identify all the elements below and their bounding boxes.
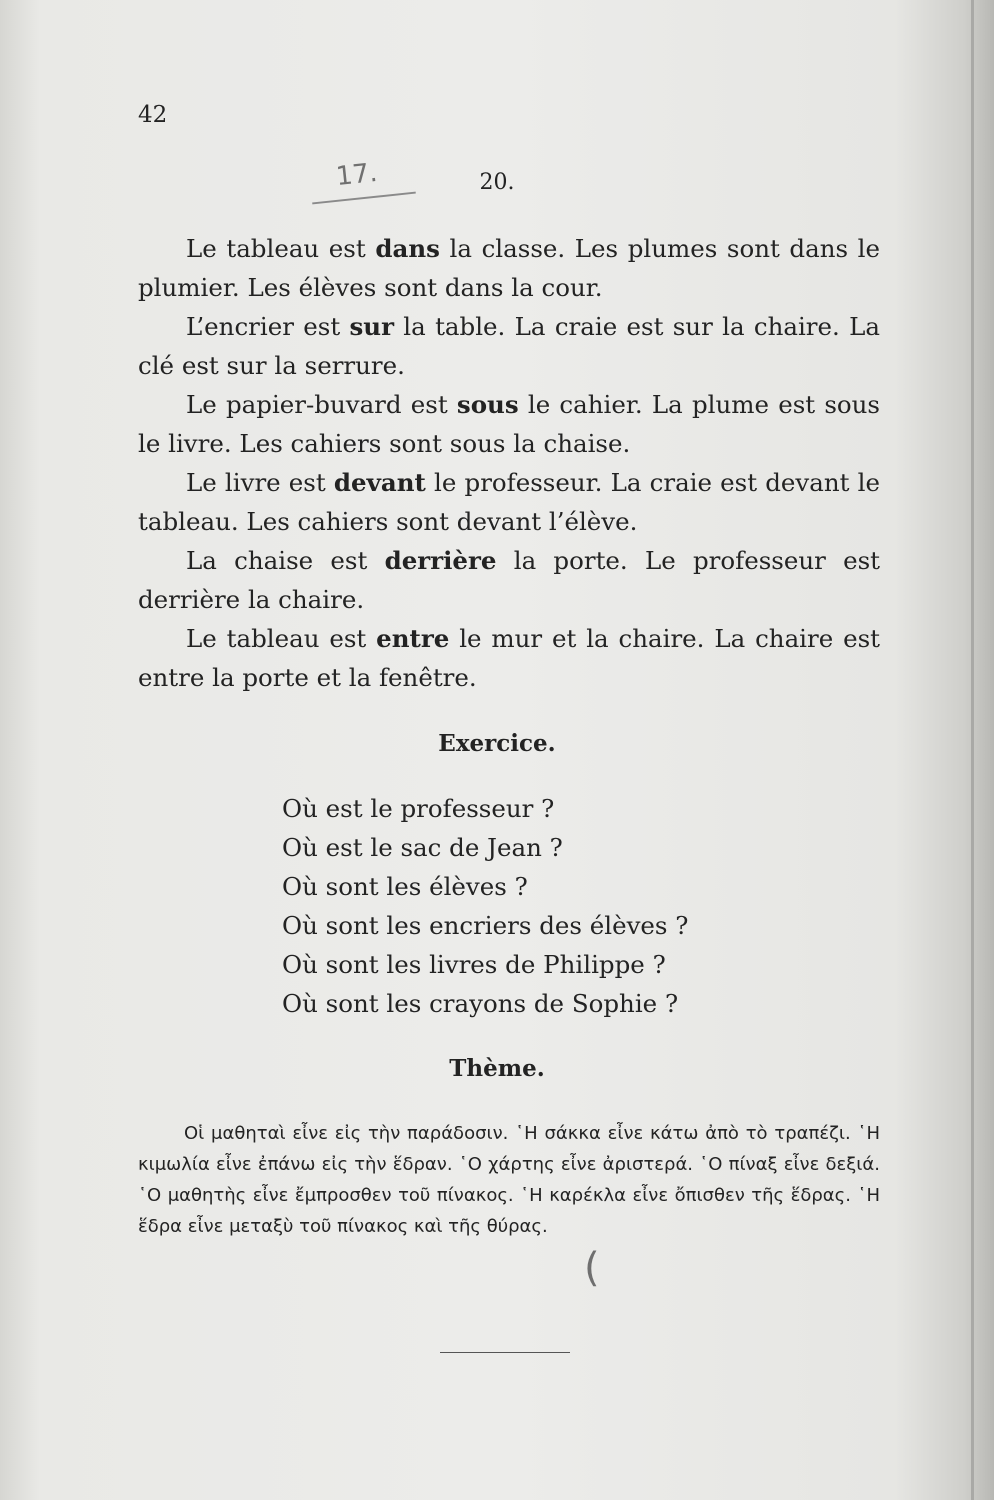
exercise-heading: Exercice. [438, 730, 556, 757]
theme-heading: Thème. [449, 1055, 545, 1082]
keyword: derrière [384, 546, 497, 575]
greek-translation-text: Οἱ μαθηταὶ εἶνε εἰς τὴν παράδοσιν. ῾Η σάκκα εἶνε κάτω ἀπὸ τὸ τραπέζι. ῾Η κιμωλία εἶνε ἐπάνω εἰς τὴν ἕδραν. ῾Ο χάρτης εἶνε ἀριστερά. ῾Ο πίναξ εἶνε δεξιά. ῾Ο μαθητὴς εἶνε ἔμπροσθεν τοῦ πίνακος. ῾Η καρέκλα εἶνε ὄπισθεν τῆς ἕδρας. ῾Η ἕδρα εἶνε μεταξὺ τοῦ πίνακος καὶ τῆς θύρας. [138, 1123, 880, 1237]
section-divider [440, 1352, 570, 1353]
keyword: devant [333, 468, 426, 497]
lesson-paragraph: La chaise est derrière la porte. Le professeur est derrière la chaire. [138, 546, 880, 614]
lesson-paragraph: Le tableau est entre le mur et la chaire. La chaire est entre la porte et la fenêtre. [138, 624, 880, 692]
keyword: dans [375, 234, 440, 263]
question-item: Où sont les livres de Philippe ? [282, 950, 666, 979]
question-item: Où sont les encriers des élèves ? [282, 911, 689, 940]
pencil-bracket-mark: ( [584, 1245, 600, 1291]
keyword: sous [456, 390, 519, 419]
lesson-text [138, 229, 880, 697]
lesson-paragraph: Le papier-buvard est sous le cahier. La plume est sous le livre. Les cahiers sont sous la chaise. [138, 390, 881, 458]
question-item: Où est le sac de Jean ? [282, 833, 563, 862]
lesson-paragraph: L’encrier est sur la table. La craie est sur la chaire. La clé est sur la serrure. [138, 312, 880, 380]
keyword: entre [376, 624, 450, 653]
pencil-annotation: 17. [334, 157, 379, 193]
page-number: 42 [138, 102, 168, 128]
question-item: Où sont les crayons de Sophie ? [282, 989, 679, 1018]
section-number: 20. [479, 170, 515, 195]
question-list [282, 789, 688, 1023]
keyword: sur [349, 312, 394, 341]
question-item: Où sont les élèves ? [282, 872, 528, 901]
lesson-paragraph: Le livre est devant le professeur. La craie est devant le tableau. Les cahiers sont devant l’élève. [138, 468, 880, 536]
question-item: Où est le professeur ? [282, 794, 555, 823]
lesson-paragraph: Le tableau est dans la classe. Les plumes sont dans le plumier. Les élèves sont dans la cour. [138, 234, 880, 302]
